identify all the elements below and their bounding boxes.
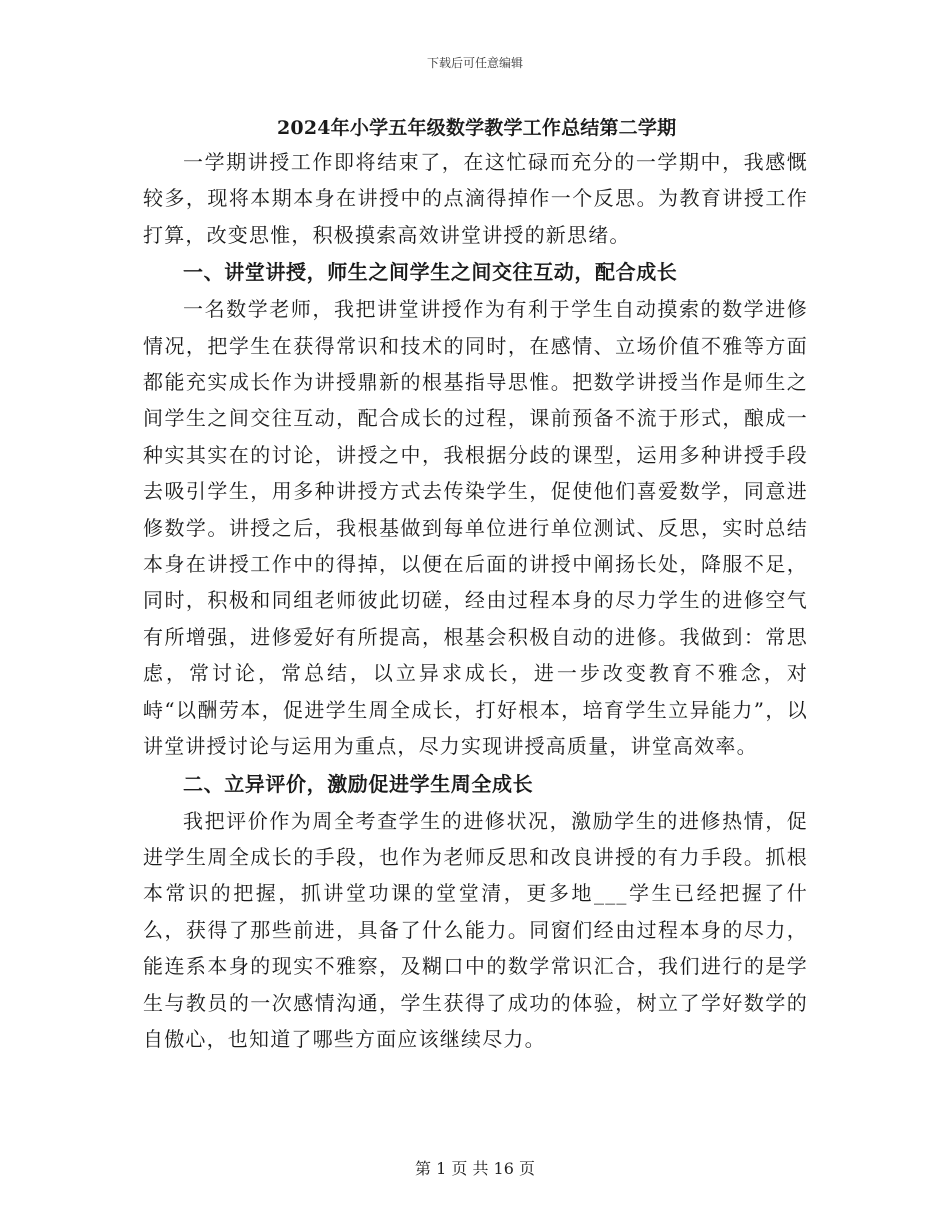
page-number-footer: 第 1 页 共 16 页: [415, 1159, 535, 1178]
section-2-paragraph: 我把评价作为周全考查学生的进修状况，激励学生的进修热情，促进学生周全成长的手段，也作为老师反思和改良讲授的有力手段。抓根本常识的把握，抓讲堂功课的堂堂清，更多地___学生已经把握了什么，获得了那些前进，具备了什么能力。同窗们经由过程本身的尽力，能连系本身的现实不雅察，及糊口中的数学常识汇合，我们进行的是学生与教员的一次感情沟通，学生获得了成功的体验，树立了学好数学的自傲心，也知道了哪些方面应该继续尽力。: [143, 808, 808, 1051]
document-body: [143, 112, 808, 1057]
section-2-heading: 二、立异评价，激励促进学生周全成长: [183, 771, 534, 796]
intro-paragraph: 一学期讲授工作即将结束了，在这忙碌而充分的一学期中，我感慨较多，现将本期本身在讲授中的点滴得掉作一个反思。为教育讲授工作打算，改变思惟，积极摸索高效讲堂讲授的新思绪。: [143, 150, 808, 247]
section-1-paragraph: 一名数学老师，我把讲堂讲授作为有利于学生自动摸索的数学进修情况，把学生在获得常识和技术的同时，在感情、立场价值不雅等方面都能充实成长作为讲授鼎新的根基指导思惟。把数学讲授当作是师生之间学生之间交往互动，配合成长的过程，课前预备不流于形式，酿成一种实其实在的讨论，讲授之中，我根据分歧的课型，运用多种讲授手段去吸引学生，用多种讲授方式去传染学生，促使他们喜爱数学，同意进修数学。讲授之后，我根基做到每单位进行单位测试、反思，实时总结本身在讲授工作中的得掉，以便在后面的讲授中阐扬长处，降服不足，同时，积极和同组老师彼此切磋，经由过程本身的尽力学生的进修空气有所增强，进修爱好有所提高，根基会积极自动的进修。我做到：常思虑，常讨论，常总结，以立异求成长，进一步改变教育不雅念，对峙“以酬劳本，促进学生周全成长，打好根本，培育学生立异能力”，以讲堂讲授讨论与运用为重点，尽力实现讲授高质量，讲堂高效率。: [143, 297, 808, 759]
document-title: 2024年小学五年级数学教学工作总结第二学期: [277, 117, 677, 139]
section-1-heading: 一、讲堂讲授，师生之间学生之间交往互动，配合成长: [183, 260, 678, 285]
page-header-note: 下载后可任意编辑: [426, 56, 523, 70]
